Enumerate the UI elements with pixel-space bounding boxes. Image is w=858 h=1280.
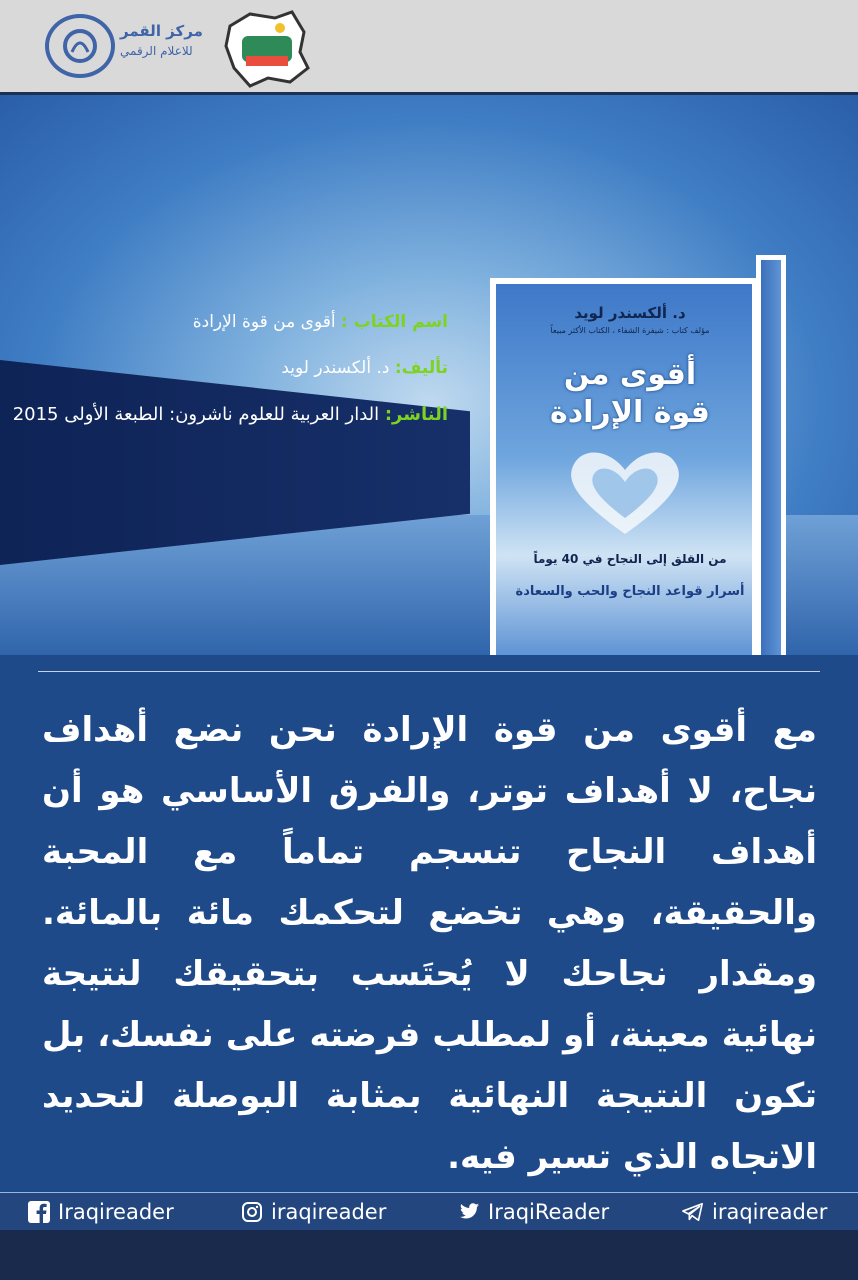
- book-cover: [490, 250, 790, 655]
- logo-subtitle: للاعلام الرقمي: [120, 44, 193, 58]
- section-divider: [38, 671, 820, 672]
- twitter-handle: IraqiReader: [488, 1200, 610, 1224]
- telegram-link[interactable]: [682, 1199, 827, 1225]
- bottom-band: [0, 1230, 858, 1280]
- facebook-handle: Iraqireader: [58, 1200, 174, 1224]
- book-front: [490, 278, 758, 655]
- cloud-heart-icon: [560, 442, 690, 542]
- twitter-link[interactable]: [458, 1199, 609, 1225]
- instagram-link[interactable]: [241, 1199, 386, 1225]
- book-author-label: تأليف:: [394, 358, 448, 378]
- twitter-icon: [458, 1201, 480, 1223]
- logo-title: مركز القمر: [120, 22, 203, 40]
- book-quote-text: مع أقوى من قوة الإرادة نحن نضع أهداف نجاح، لا أهداف توتر، والفرق الأساسي هو أن أهداف النجاح تنسجم تماماً مع المحبة والحقيقة، وهي تخضع لتحكمك مائة بالمائة. ومقدار نجاحك لا يُحتَسب بتحقيقك لنتيجة نهائية معينة، أو لمطلب فرضته على نفسك، بل تكون النتيجة النهائية بمثابة البوصلة لتحديد الاتجاه الذي تسير فيه.: [42, 710, 817, 1177]
- instagram-handle: iraqireader: [271, 1200, 387, 1224]
- cover-subtitle-2: أسرار قواعد النجاح والحب والسعادة: [515, 584, 745, 599]
- book-title-value: أقوى من قوة الإرادة: [192, 312, 336, 332]
- moon-center-logo: [45, 14, 115, 78]
- iraq-reader-logo: [220, 6, 310, 88]
- book-publisher-row: [13, 404, 448, 425]
- header-bar: [0, 0, 858, 95]
- instagram-icon: [241, 1201, 263, 1223]
- telegram-handle: iraqireader: [712, 1200, 828, 1224]
- book-publisher-label: الناشر:: [384, 404, 448, 425]
- cover-subtitle-1: من القلق إلى النجاح في 40 يوماً: [533, 552, 727, 566]
- footer-divider: [0, 1192, 858, 1193]
- cover-title-line1: أقوى من: [563, 357, 697, 392]
- facebook-icon: [28, 1201, 50, 1223]
- book-author-row: [281, 358, 448, 378]
- telegram-icon: [682, 1201, 704, 1223]
- hero-banner: [0, 95, 858, 655]
- book-spine: [756, 255, 786, 655]
- moon-logo-icon: [58, 26, 102, 66]
- facebook-link[interactable]: [28, 1199, 174, 1225]
- cover-author: د. ألكسندر لويد: [574, 304, 686, 322]
- cover-title-line2: قوة الإرادة: [550, 395, 710, 430]
- cover-title: [510, 356, 750, 432]
- cover-note: مؤلف كتاب : شيفرة الشفاء ، الكتاب الأكثر مبيعاً: [550, 326, 710, 335]
- book-publisher-value: الدار العربية للعلوم ناشرون: الطبعة الأولى 2015: [12, 404, 380, 425]
- book-title-label: اسم الكتاب :: [340, 312, 448, 332]
- book-title-row: [193, 312, 448, 332]
- book-author-value: د. ألكسندر لويد: [281, 358, 390, 378]
